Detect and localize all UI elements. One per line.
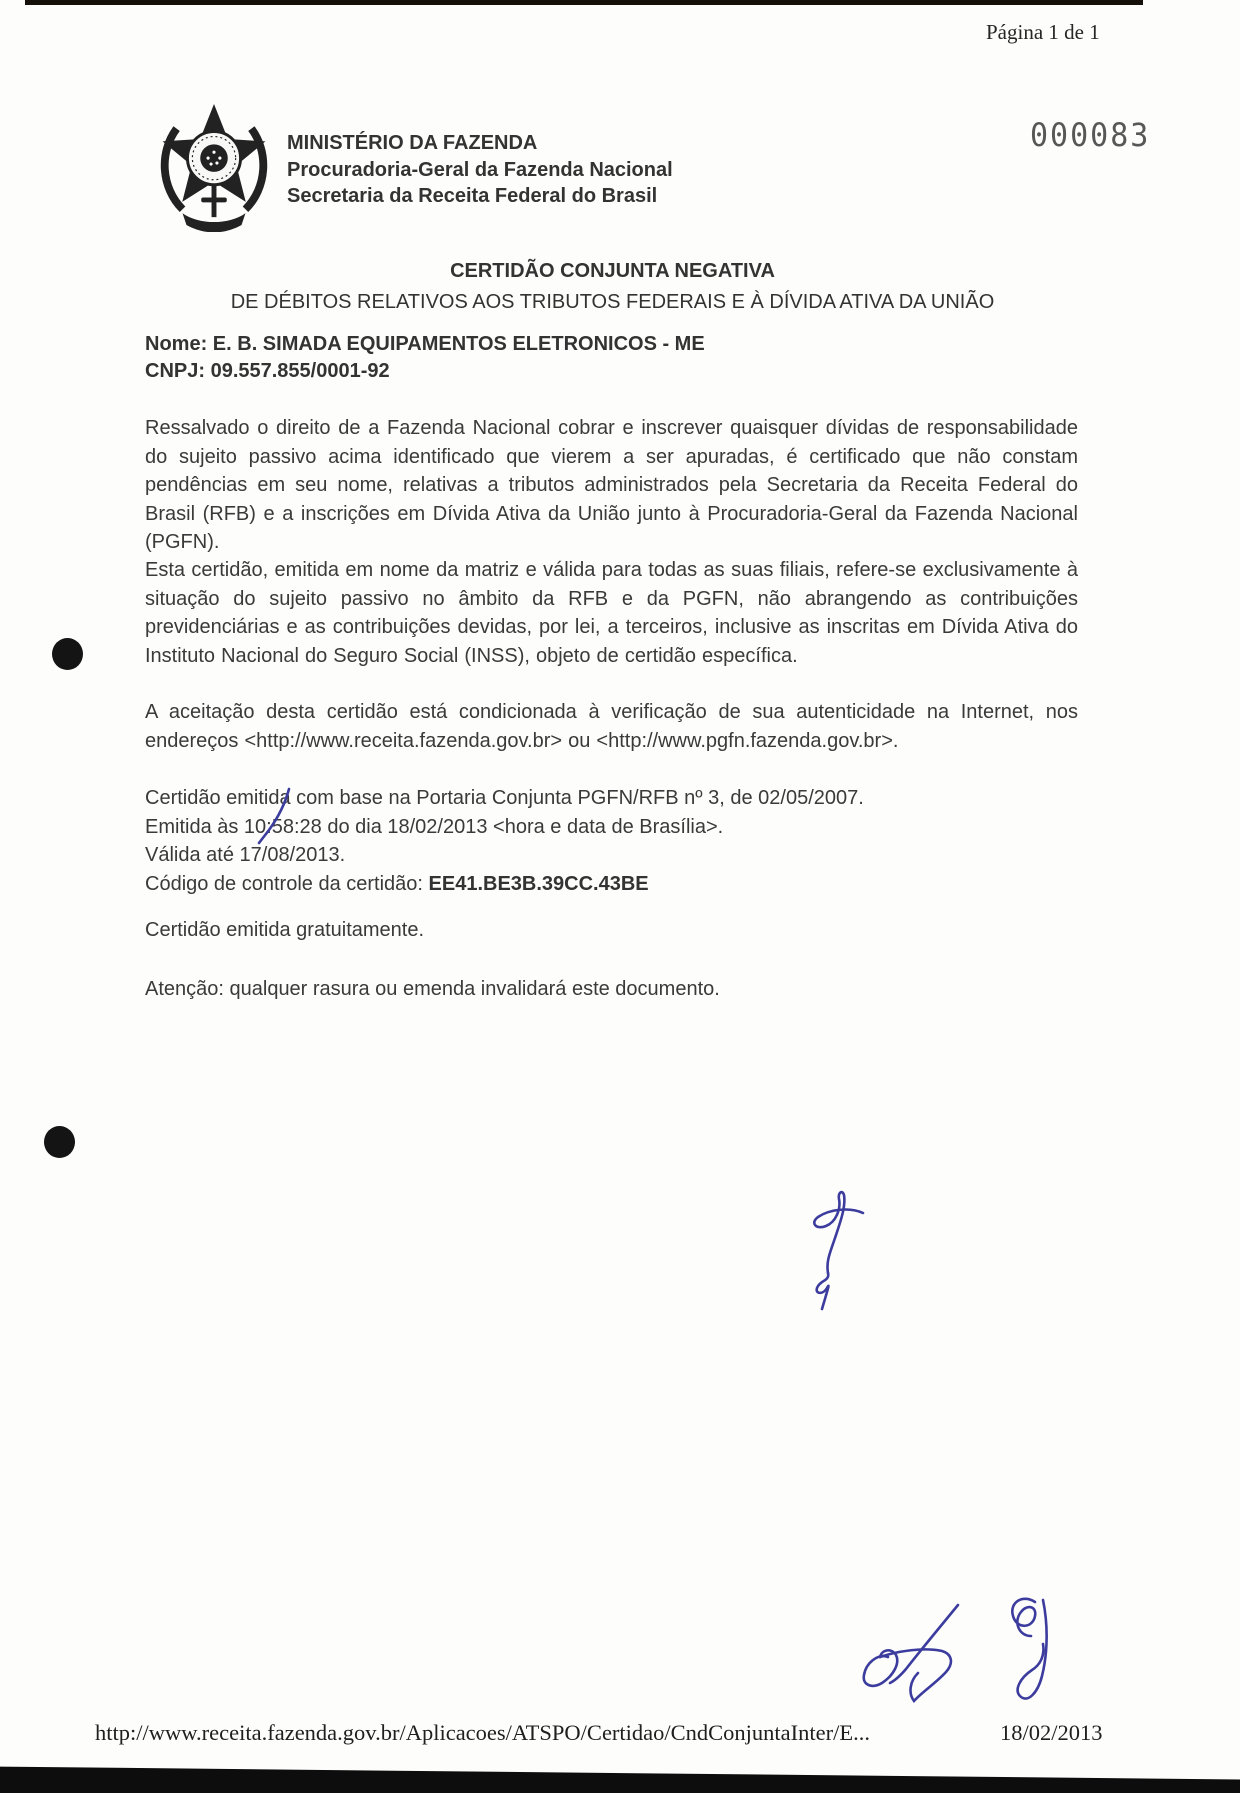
org-line-ministry: MINISTÉRIO DA FAZENDA	[287, 132, 538, 154]
scan-artifact-top-bar	[25, 0, 1143, 5]
stamp-sequence-number: 000083	[1030, 116, 1151, 155]
paragraph-scope: Esta certidão, emitida em nome da matriz e válida para todas as suas filiais, refere-se exclusivamente à situação do sujeito passivo no âmbito da RFB e da PGFN, não abrangendo as contribuições previdenciárias e as contribuições devidas, por lei, a terceiros, inclusive as inscritas em Dívida Ativa do Instituto Nacional do Seguro Social (INSS), objeto de certidão específica.	[145, 559, 1078, 667]
validity-line: Válida até 17/08/2013.	[145, 844, 346, 866]
title-line-2: DE DÉBITOS RELATIVOS AOS TRIBUTOS FEDERAIS E À DÍVIDA ATIVA DA UNIÃO	[230, 291, 995, 313]
title-line-1: CERTIDÃO CONJUNTA NEGATIVA	[450, 260, 775, 282]
scan-artifact-bottom-wedge	[0, 1763, 1240, 1793]
issue-basis-line: Certidão emitida com base na Portaria Conjunta PGFN/RFB nº 3, de 02/05/2007.	[145, 787, 864, 809]
control-code-label: Código de controle da certidão:	[145, 872, 429, 895]
name-value: E. B. SIMADA EQUIPAMENTOS ELETRONICOS - ME	[212, 333, 705, 355]
control-code-value: EE41.BE3B.39CC.43BE	[428, 872, 649, 895]
footer-url: http://www.receita.fazenda.gov.br/Aplicacoes/ATSPO/Certidao/CndConjuntaInter/E...	[95, 1720, 871, 1745]
hole-punch-lower	[44, 1126, 75, 1158]
cnpj-label: CNPJ:	[145, 360, 206, 382]
document-title	[145, 256, 1080, 318]
control-code-line	[145, 870, 1078, 899]
subject-block	[145, 331, 1080, 385]
blue-rubric-initials	[800, 1183, 870, 1313]
subject-cnpj-line	[145, 358, 1080, 385]
hole-punch-upper	[52, 638, 83, 670]
page-number: Página 1 de 1	[986, 20, 1100, 44]
org-line-pgfn: Procuradoria-Geral da Fazenda Nacional	[287, 158, 673, 181]
warning-line: Atenção: qualquer rasura ou emenda invalidará este documento.	[145, 978, 720, 1000]
issue-datetime-line: Emitida às 10:58:28 do dia 18/02/2013 <hora e data de Brasília>.	[145, 815, 724, 838]
paragraph-reservation: Ressalvado o direito de a Fazenda Nacional cobrar e inscrever quaisquer dívidas de responsabilidade do sujeito passivo acima identificado que vierem a ser apuradas, é certificado que não constam pendências em seu nome, relativas a tributos administrados pela Secretaria da Receita Federal do Brasil (RFB) e a inscrições em Dívida Ativa da União junto à Procuradoria-Geral da Fazenda Nacional (PGFN).	[145, 417, 1078, 554]
org-line-rfb: Secretaria da Receita Federal do Brasil	[287, 185, 658, 207]
signature-right	[985, 1590, 1063, 1712]
signature-left	[858, 1593, 976, 1711]
free-issue-line: Certidão emitida gratuitamente.	[145, 919, 425, 941]
subject-name-line	[145, 331, 1080, 358]
blue-pen-check-mark	[256, 786, 292, 848]
name-label: Nome:	[145, 333, 208, 355]
cnpj-value: 09.557.855/0001-92	[210, 360, 390, 382]
paragraph-authenticity: A aceitação desta certidão está condicionada à verificação de sua autenticidade na Internet, nos endereços <http://www.receita.fazenda.gov.br> ou <http://www.pgfn.fazenda.gov.br>.	[145, 701, 1078, 752]
footer-date: 18/02/2013	[1000, 1720, 1103, 1745]
header-org-block	[287, 130, 807, 210]
brazil-coat-of-arms-icon	[155, 100, 273, 232]
